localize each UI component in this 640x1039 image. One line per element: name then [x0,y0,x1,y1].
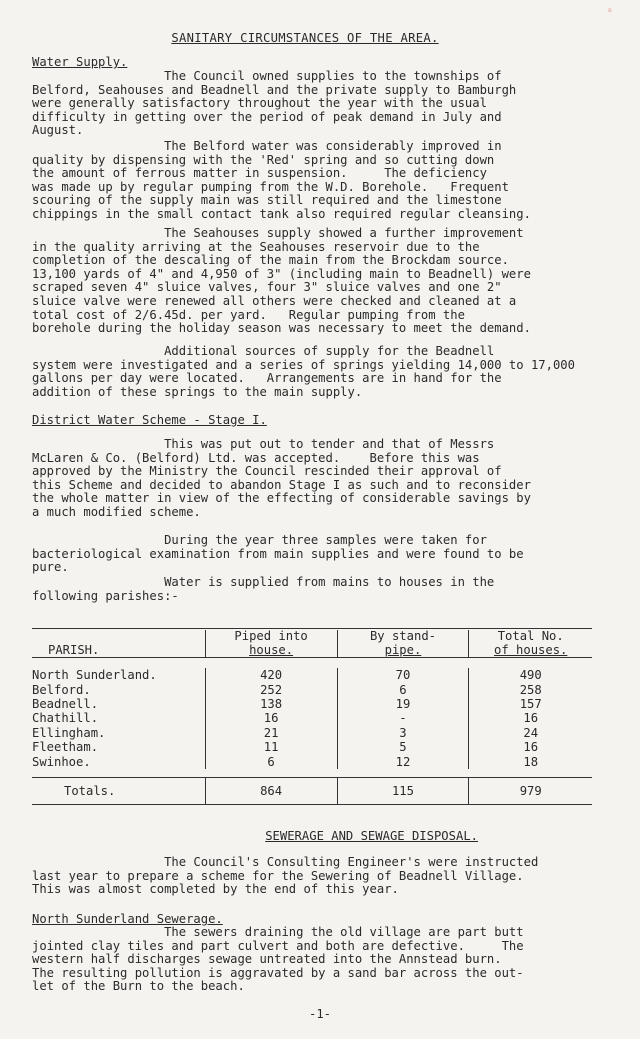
table-row [32,683,592,697]
table-totals-row [32,778,592,805]
totals-total: 979 [469,778,592,805]
header-standpipe: By stand- pipe. [337,630,469,658]
piped-count: 16 [205,711,337,725]
total-count: 16 [469,711,592,725]
water-supply-para-3: The Seahouses supply showed a further improvement in the quality arriving at the Seahouses reservoir due to the completion of the descaling of the main from the Brockdam source. 13,100 yards of 4" and 4,950 of 3" (including main to Beadnell) were scraped seven 4" sluice valves, four 3" sluice valves and one 2" sluice valve were renewed all others were checked and cleaned at a total cost of 2/6.45d. per yard. Regular pumping from the borehole during the holiday season was necessary to meet the demand. [32,226,531,336]
total-count: 24 [469,726,592,740]
header-piped: Piped into house. [205,630,337,658]
table-row [32,668,592,682]
table-row [32,755,592,769]
page-title: SANITARY CIRCUMSTANCES OF THE AREA. [171,31,439,45]
district-scheme-para-2: During the year three samples were taken for bacteriological examination from main supplies and were found to be pure. [32,533,524,575]
piped-count: 420 [205,668,337,682]
standpipe-count: 19 [337,697,469,711]
water-supply-para-2: The Belford water was considerably improved in quality by dispensing with the 'Red' spring and so cutting down the amount of ferrous matter in suspension. The deficiency was made up by regular pumping from the W.D. Borehole. Frequent scouring of the supply main was still required and the limestone chippings in the small contact tank also required regular cleansing. [32,139,531,221]
district-scheme-para-1: This was put out to tender and that of Messrs McLaren & Co. (Belford) Ltd. was accepted. Before this was approved by the Ministry the Council rescinded their approval of this Scheme and decided to abandon Stage I as such and to reconsider the whole matter in view of the effecting of considerable savings by a much modified scheme. [32,437,531,519]
piped-count: 138 [205,697,337,711]
north-sunderland-heading: North Sunderland Sewerage. [32,912,223,926]
piped-count: 252 [205,683,337,697]
table-row [32,711,592,725]
total-count: 490 [469,668,592,682]
total-count: 157 [469,697,592,711]
table-row [32,726,592,740]
district-scheme-heading: District Water Scheme - Stage I. [32,413,267,427]
standpipe-count: 3 [337,726,469,740]
parish-name: Ellingham. [32,725,106,740]
parish-name: Swinhoe. [32,754,91,769]
total-count: 18 [469,755,592,769]
sewerage-heading: SEWERAGE AND SEWAGE DISPOSAL. [265,829,478,843]
header-total: Total No. of houses. [469,630,592,658]
parish-name: North Sunderland. [32,668,157,683]
piped-count: 11 [205,740,337,754]
water-supply-para-4: Additional sources of supply for the Beadnell system were investigated and a series of springs yielding 14,000 to 17,000 gallons per day were located. Arrangements are in hand for the addition of these springs to the main supply. [32,344,575,399]
table-row [32,740,592,754]
standpipe-count: 5 [337,740,469,754]
parish-name: Fleetham. [32,740,99,755]
parish-name: Chathill. [32,711,99,726]
totals-label: Totals. [64,784,116,799]
piped-count: 21 [205,726,337,740]
standpipe-count: 12 [337,755,469,769]
piped-count: 6 [205,755,337,769]
water-supply-para-1-text: The Council owned supplies to the townships of Belford, Seahouses and Beadnell and the private supply to Bamburgh were generally satisfactory throughout the year with the usual difficulty in getting over the period of peak demand in July and August. [32,69,517,138]
totals-standpipe: 115 [337,778,469,805]
sewerage-para-1: The Council's Consulting Engineer's were instructed last year to prepare a scheme for the Sewering of Beadnell Village. This was almost completed by the end of this year. [32,855,539,897]
district-scheme-para-3: Water is supplied from mains to houses in the following parishes:- [32,575,495,603]
header-parish: PARISH. [48,642,100,657]
standpipe-count: 70 [337,668,469,682]
margin-mark: ᵃ [606,5,614,19]
totals-piped: 864 [205,778,337,805]
table-row [32,697,592,711]
parish-name: Belford. [32,682,91,697]
north-sunderland-para-1: The sewers draining the old village are part butt jointed clay tiles and part culvert and both are defective. The western half discharges sewage untreated into the Annstead burn. The resulting pollution is aggravated by a sand bar across the out- let of the Burn to the beach. [32,925,524,994]
standpipe-count: 6 [337,683,469,697]
water-supply-heading: Water Supply. [32,55,128,69]
parish-name: Beadnell. [32,697,99,711]
parish-table [32,630,592,806]
standpipe-count: - [337,711,469,725]
water-supply-para-1 [32,70,636,138]
total-count: 16 [469,740,592,754]
page-number: -1- [308,1007,331,1021]
total-count: 258 [469,683,592,697]
